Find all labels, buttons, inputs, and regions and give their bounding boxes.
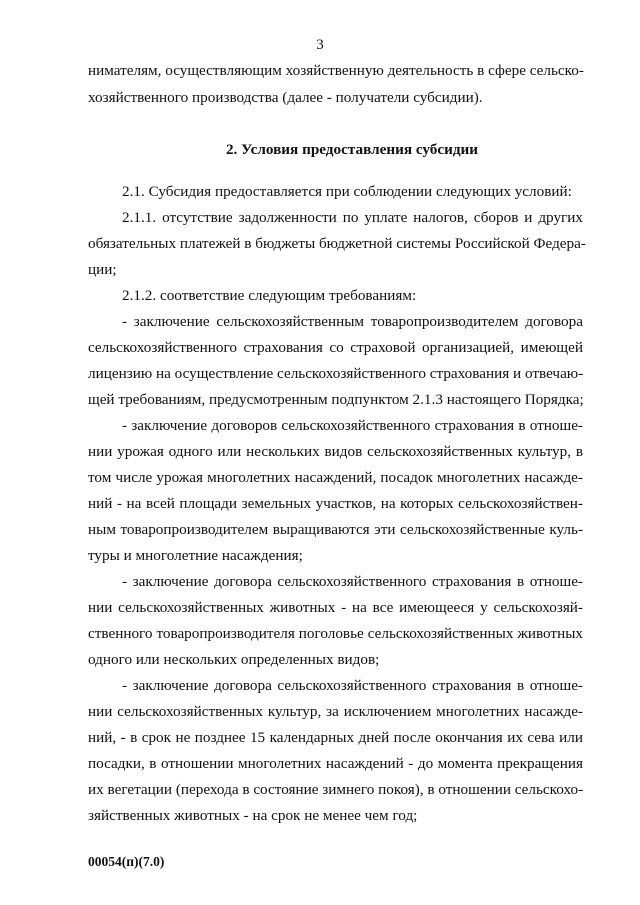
- bullet-2-line-3: том числе урожая многолетних насаждений, посадок многолетних насажде-: [88, 469, 583, 486]
- bullet-3-line-4: одного или нескольких определенных видов;: [88, 651, 380, 668]
- intro-line-2: хозяйственного производства (далее - получатели субсидии).: [88, 89, 483, 106]
- bullet-1-line-1: - заключение сельскохозяйственным товаропроизводителем договора: [122, 313, 583, 330]
- bullet-2-line-6: туры и многолетние насаждения;: [88, 547, 303, 564]
- bullet-2-line-4: ний - на всей площади земельных участков, на которых сельскохозяйствен-: [88, 495, 583, 512]
- footer-document-code: 00054(п)(7.0): [88, 854, 165, 869]
- paragraph-2-1-1-line-2: обязательных платежей в бюджеты бюджетной системы Российской Федера-: [88, 235, 586, 252]
- paragraph-2-1: 2.1. Субсидия предоставляется при соблюдении следующих условий:: [122, 183, 572, 200]
- bullet-1-line-3: лицензию на осуществление сельскохозяйственного страхования и отвечаю-: [88, 365, 584, 382]
- bullet-3-line-1: - заключение договора сельскохозяйственного страхования в отноше-: [122, 573, 583, 590]
- intro-line-1: нимателям, осуществляющим хозяйственную деятельность в сфере сельско-: [88, 62, 584, 79]
- bullet-4-line-1: - заключение договора сельскохозяйственного страхования в отноше-: [122, 677, 583, 694]
- bullet-4-line-2: нии сельскохозяйственных культур, за исключением многолетних насажде-: [88, 703, 583, 720]
- paragraph-2-1-1-line-3: ции;: [88, 261, 117, 278]
- paragraph-2-1-2: 2.1.2. соответствие следующим требованиям:: [122, 287, 417, 304]
- section-heading: 2. Условия предоставления субсидии: [225, 141, 479, 158]
- bullet-1-line-2: сельскохозяйственного страхования со страховой организацией, имеющей: [88, 339, 583, 356]
- bullet-2-line-2: нии урожая одного или нескольких видов сельскохозяйственных культур, в: [88, 443, 583, 460]
- bullet-4-line-4: посадки, в отношении многолетних насаждений - до момента прекращения: [88, 755, 583, 772]
- bullet-4-line-3: ний, - в срок не позднее 15 календарных дней после окончания их сева или: [88, 729, 583, 746]
- bullet-3-line-2: нии сельскохозяйственных животных - на все имеющееся у сельскохозяй-: [88, 599, 583, 616]
- paragraph-2-1-1-line-1: 2.1.1. отсутствие задолженности по уплате налогов, сборов и других: [122, 209, 583, 226]
- bullet-4-line-5: их вегетации (перехода в состояние зимнего покоя), в отношении сельскохо-: [88, 781, 584, 798]
- bullet-2-line-5: ным товаропроизводителем выращиваются эти сельскохозяйственные куль-: [88, 521, 583, 538]
- page-number: 3: [316, 37, 324, 53]
- bullet-1-line-4: щей требованиям, предусмотренным подпунктом 2.1.3 настоящего Порядка;: [88, 391, 584, 408]
- bullet-4-line-6: зяйственных животных - на срок не менее чем год;: [88, 807, 418, 824]
- bullet-3-line-3: ственного товаропроизводителя поголовье сельскохозяйственных животных: [88, 625, 583, 642]
- bullet-2-line-1: - заключение договоров сельскохозяйственного страхования в отноше-: [122, 417, 583, 434]
